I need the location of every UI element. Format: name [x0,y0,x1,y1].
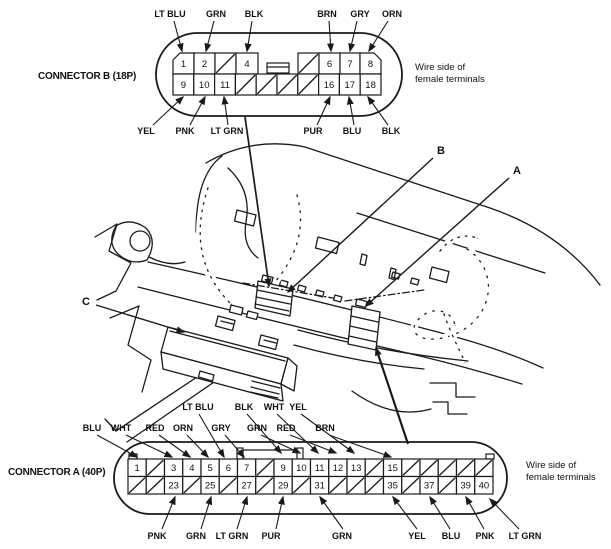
wire-color-label: GRN [186,531,206,541]
sketch-line [200,188,231,304]
wire-label-arrow [237,497,247,529]
wire-label-arrow [349,97,354,125]
latch-rect [267,63,289,73]
wire-label-arrow [159,435,190,457]
pin-number: 7 [347,58,353,70]
wire-color-label: BRN [315,423,335,433]
connector-b-note-line1: Wire side of [415,62,466,73]
wire-label-arrow [247,414,281,453]
pin-number: 6 [326,58,333,70]
wire-color-label: PUR [261,531,281,541]
connector-b-title: CONNECTOR B (18P) [38,71,137,82]
wire-color-label: GRY [350,9,370,19]
wire-label-arrow [368,97,388,125]
pin-number: 39 [460,480,471,492]
wire-label-arrow [490,499,519,529]
pin-number: 25 [204,480,216,492]
wire-label-arrow [199,414,224,457]
blob-arm [149,257,185,264]
wire-color-label: BLK [244,9,264,19]
firewall-tab [360,254,367,266]
wire-color-label: YEL [408,531,426,541]
connector-body [348,306,380,350]
wire-label-arrow [329,21,331,51]
diagram-leader-arrow [245,117,269,286]
harness-connector-a [348,299,380,350]
wire-color-label: RED [145,423,165,433]
pin-number: 13 [350,463,362,475]
wire-color-label: ORN [382,9,402,19]
callout-letter-b: B [437,145,445,157]
pin-number: 10 [296,463,307,475]
wire-color-label: RED [276,423,296,433]
wire-label-arrow [301,414,354,453]
panel-sketch [95,224,131,300]
pin-number: 40 [478,480,490,492]
index-notch [486,454,494,459]
connector-a-diagram [83,348,542,541]
wire-color-label: PNK [175,126,195,136]
control-unit-box [161,305,297,401]
wire-color-label: BRN [317,9,337,19]
box-stub [247,311,259,320]
pin-number: 3 [170,463,177,475]
wire-color-label: BLU [342,126,362,136]
wire-label-arrow [206,21,214,51]
pin-number: 6 [225,463,232,475]
wire-label-arrow [247,21,252,51]
pin-number: 12 [332,463,344,475]
pin-number: 4 [189,463,195,475]
callout-leader-b [288,158,433,292]
connector-b-latch [267,63,289,73]
wire-label-arrow [187,435,208,457]
connector-b-diagram [137,9,402,286]
wire-color-label: PNK [147,531,167,541]
callout-leader-c [96,305,184,332]
wire-color-label: BLK [381,126,401,136]
pin-number: 11 [314,463,325,475]
wire-color-label: LT BLU [182,402,214,412]
panel-sketch [110,306,151,392]
wire-label-arrow [201,497,211,529]
firewall-hole [411,278,420,285]
wire-label-arrow [317,97,330,125]
wire-label-arrow [329,435,391,457]
wire-label-arrow [277,414,318,453]
wire-color-label: BLU [441,531,461,541]
wire-color-label: LT BLU [154,9,186,19]
wire-label-arrow [320,497,343,529]
firewall-hole [334,295,343,302]
pin-number: 27 [241,480,252,492]
pin-number: 37 [423,480,435,492]
connector-a-title: CONNECTOR A (40P) [8,467,106,478]
connector-b-note-line2: female terminals [415,74,485,85]
wire-label-arrow [430,497,450,529]
panel-step [430,383,475,397]
pin-number: 1 [134,463,140,475]
wire-color-label: BLK [234,402,254,412]
connector-tab [356,299,368,308]
box-stub [230,305,244,315]
pin-number: 2 [201,58,208,70]
wire-color-label: GRN [206,9,226,19]
wire-color-label: WHT [263,402,285,412]
pin-number: 9 [280,463,286,475]
engine-bay-sketch [95,144,600,442]
pin-number: 15 [387,463,398,475]
panel-step [433,402,467,414]
wire-label-arrow [225,435,244,457]
wire-color-label: BLU [82,423,102,433]
wire-color-label: LT GRN [210,126,244,136]
pin-number: 23 [168,480,179,492]
pin-number: 10 [198,79,210,91]
pin-number: 1 [180,58,187,70]
pin-number: 8 [367,58,374,70]
pin-number: 9 [180,79,187,91]
wire-label-arrow [369,21,388,51]
vent-slot [430,267,450,283]
wire-label-arrow [162,497,175,529]
wire-label-arrow [393,497,417,529]
wire-label-arrow [350,21,357,51]
wire-color-label: PNK [475,531,495,541]
wire-color-label: LT GRN [215,531,249,541]
wire-color-label: YEL [289,402,307,412]
wire-label-arrow [276,497,283,529]
harness-tube [200,188,231,304]
latch-tab [297,448,303,459]
wire-color-label: PUR [303,126,323,136]
dash-dot-line [345,290,424,301]
callout-letter-c: C [82,296,90,308]
vent-slot [235,210,257,226]
vent-slot [316,237,340,254]
wire-color-label: LT GRN [508,531,542,541]
wire-color-label: GRN [332,531,352,541]
wire-color-label: ORN [173,423,193,433]
pin-number: 7 [243,463,250,475]
wire-label-arrow [190,97,205,125]
diagram-leader-arrow [376,348,408,444]
pin-number: 4 [244,58,250,70]
pin-number: 17 [344,79,356,91]
pin-number: 5 [207,463,213,475]
pin-number: 18 [365,79,376,91]
wire-color-label: GRY [211,423,231,433]
callout-letter-a: A [513,165,521,177]
panel-curve [294,345,424,369]
firewall-hole [298,285,307,292]
wire-label-arrow [224,97,228,125]
wire-color-label: WHT [110,423,132,433]
pin-number: 35 [387,480,398,492]
wiper-motor-circle [130,231,150,251]
pin-number: 29 [277,480,289,492]
pin-number: 31 [314,480,325,492]
harness-tubes [200,188,488,362]
wire-label-arrow [97,435,137,457]
connector-a-details [129,448,494,459]
connector-a-note-line1: Wire side of [526,460,577,471]
pin-number: 16 [323,79,335,91]
pin-number: 11 [220,79,230,91]
wire-color-label: GRN [247,423,267,433]
wire-color-label: YEL [137,126,155,136]
connector-a-note-line2: female terminals [526,472,596,483]
